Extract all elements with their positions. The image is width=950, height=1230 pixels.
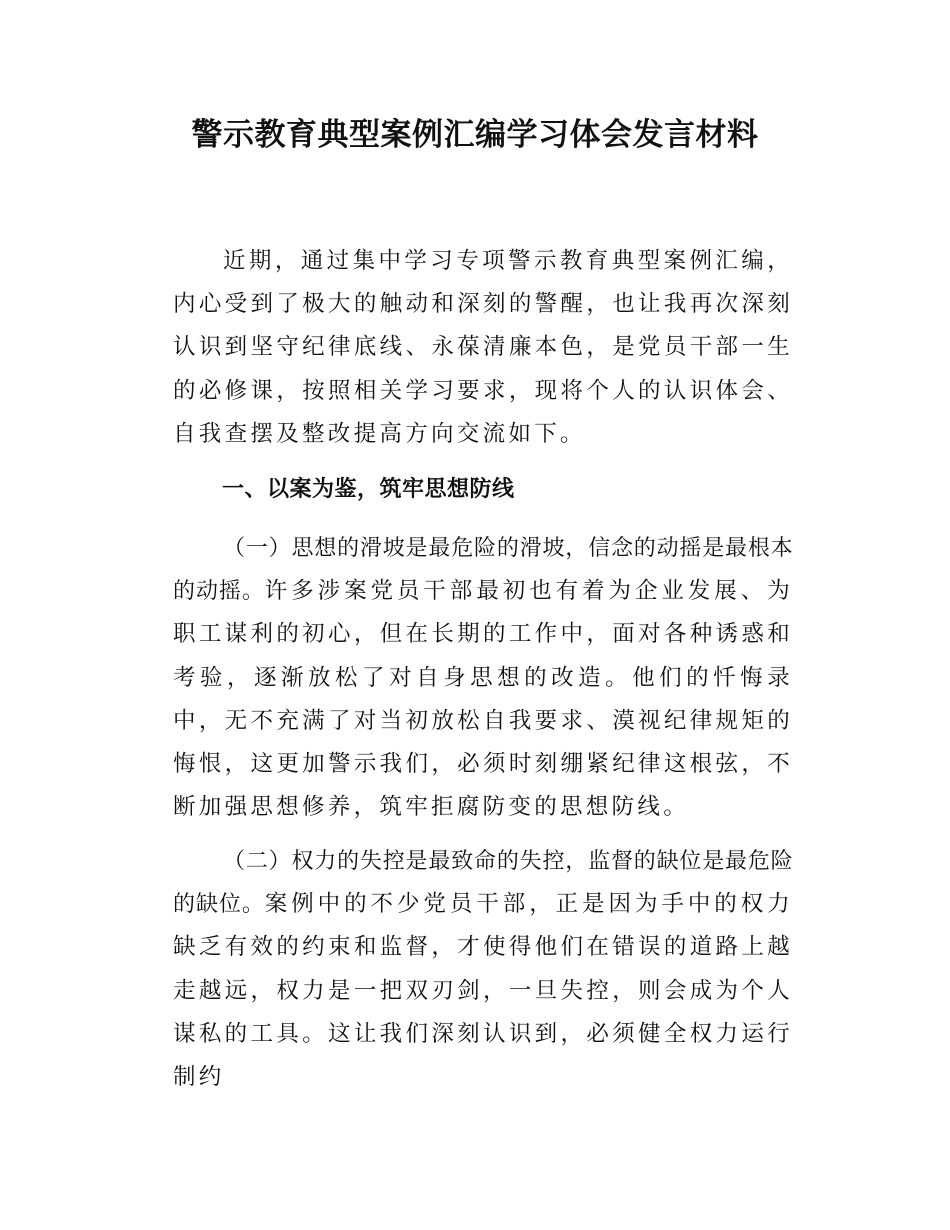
section-item-2-lead: （二）权力的失控是最致命的失控，监督的缺位是最危险的缺位。 <box>173 849 793 918</box>
intro-paragraph: 近期，通过集中学习专项警示教育典型案例汇编，内心受到了极大的触动和深刻的警醒，也让我再次深刻认识到坚守纪律底线、永葆清廉本色，是党员干部一生的必修课，按照相关学习要求，现将个人的认识体会、自我查摆及整改提高方向交流如下。 <box>173 248 793 447</box>
section-item-1-lead: （一）思想的滑坡是最危险的滑坡，信念的动摇是最根本的动摇。 <box>173 536 793 605</box>
section-item-1-text: 许多涉案党员干部最初也有着为企业发展、为职工谋利的初心，但在长期的工作中，面对各种诱惑和考验，逐渐放松了对自身思想的改造。他们的忏悔录中，无不充满了对当初放松自我要求、漠视纪律规矩的悔恨，这更加警示我们，必须时刻绷紧纪律这根弦，不断加强思想修养，筑牢拒腐防变的思想防线。 <box>173 578 793 821</box>
section-item-2 <box>173 840 793 1099</box>
section-item-1 <box>173 527 793 829</box>
section-heading: 一、以案为鉴，筑牢思想防线 <box>222 477 515 502</box>
document-title: 警示教育典型案例汇编学习体会发言材料 <box>191 117 759 153</box>
section-item-2-text: 案例中的不少党员干部，正是因为手中的权力缺乏有效的约束和监督，才使得他们在错误的道路上越走越远，权力是一把双刃剑，一旦失控，则会成为个人谋私的工具。这让我们深刻认识到，必须健全权力运行制约 <box>173 891 793 1091</box>
